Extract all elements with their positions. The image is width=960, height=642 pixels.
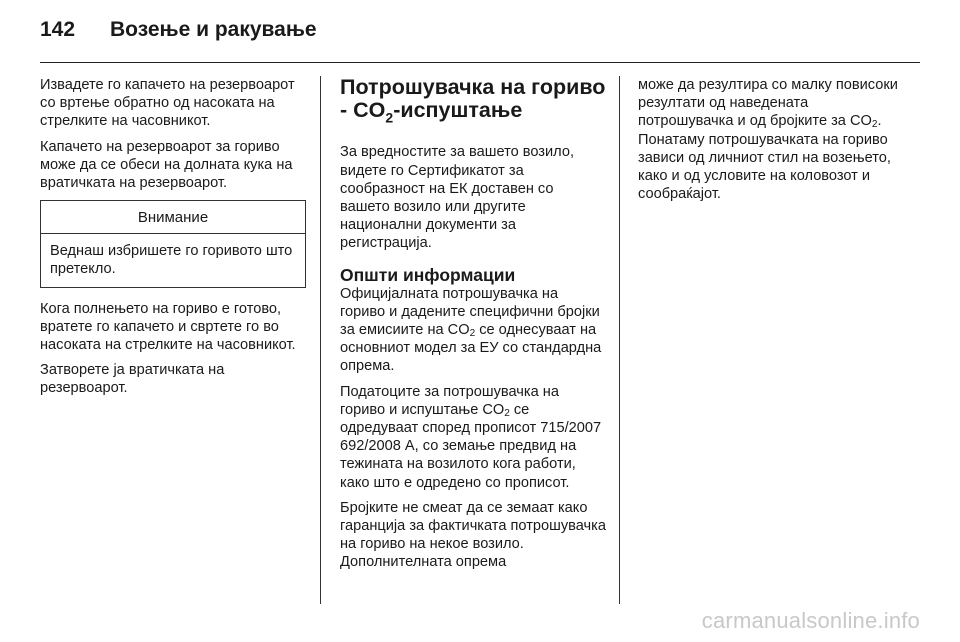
warning-notice bbox=[40, 200, 306, 287]
paragraph: Затворете ја вратичката на резервоарот. bbox=[40, 362, 225, 397]
section-heading: Потрошувачка на гориво - $CO_2$-испуштање bbox=[340, 75, 606, 126]
notice-title: Внимание bbox=[41, 201, 305, 234]
notice-body: Веднаш избришете го горивото што претекло. bbox=[50, 243, 293, 278]
paragraph: Извадете го капачето на резервоарот со вртење обратно од насоката на стрелките на часовникот. bbox=[40, 77, 295, 130]
page-number: 142 bbox=[40, 18, 76, 41]
page-header bbox=[40, 18, 317, 48]
page-title: Возење и ракување bbox=[110, 18, 317, 41]
paragraph: Капачето на резервоарот за гориво може да се обеси на долната кука на вратичката на резервоарот. bbox=[40, 138, 293, 192]
paragraph: За вредностите за вашето возило, видете го Сертификатот за сообразност на ЕК доставен со вашето возило или другите национални документи за регистрација. bbox=[340, 144, 574, 252]
paragraph: може да резултира со малку повисоки резултати од наведената потрошувачка и од бројките за $CO_2$. Понатаму потрошувачката на гориво зависи од личниот стил на возењето, како и од условите на коловозот и сообраќајот. bbox=[638, 77, 898, 203]
sub-heading: Општи информации bbox=[340, 264, 516, 285]
column-divider-1 bbox=[320, 76, 321, 604]
column-1 bbox=[40, 76, 306, 405]
paragraph: Официјалната потрошувачка на гориво и дадените специфични бројки за емисиите на $CO_2$ се однесуваат на основниот модел за ЕУ со стандардна опрема. bbox=[340, 285, 602, 375]
column-2 bbox=[340, 76, 606, 579]
column-divider-2 bbox=[619, 76, 620, 604]
paragraph: Бројките не смеат да се земаат како гаранција за фактичката потрошувачка на гориво на некое возило. Дополнителната опрема bbox=[340, 499, 606, 571]
column-3 bbox=[638, 76, 904, 210]
paragraph: Податоците за потрошувачка на гориво и испуштање $CO_2$ се одредуваат според прописот 715/2007 692/2008 A, со земање предвид на тежината на возилото кога работи, како што е одредено со прописот. bbox=[340, 383, 602, 491]
header-rule bbox=[40, 62, 920, 63]
watermark: carmanualsonline.info bbox=[701, 608, 920, 633]
paragraph: Кога полнењето на гориво е готово, вратете го капачето и свртете го во насоката на стрелките на часовникот. bbox=[40, 300, 296, 354]
